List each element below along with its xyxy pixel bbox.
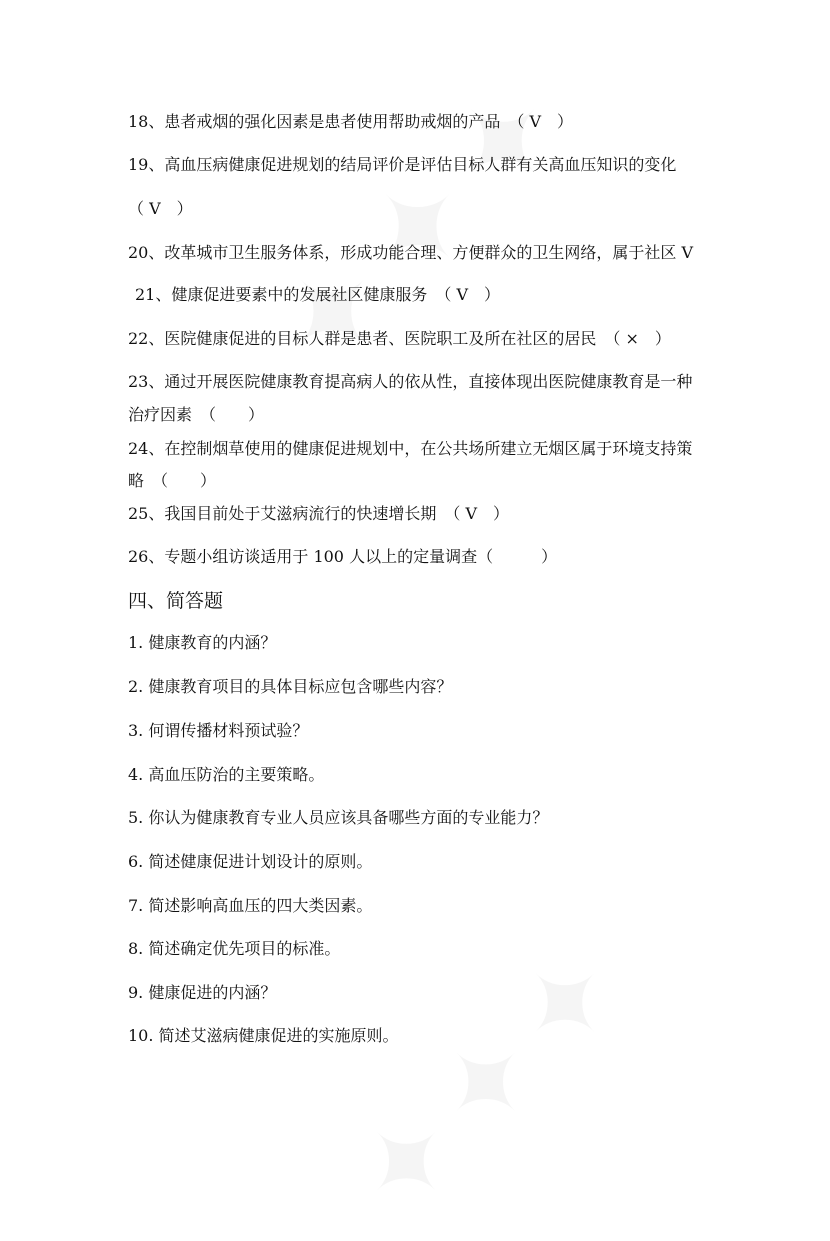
short-answer-6: 6. 简述健康促进计划设计的原则。 [128,852,373,871]
question-23-cont: 治疗因素 （ ） [128,405,265,424]
short-answer-7: 7. 简述影响高血压的四大类因素。 [128,896,373,915]
short-answer-2: 2. 健康教育项目的具体目标应包含哪些内容？ [128,677,453,696]
short-answer-4: 4. 高血压防治的主要策略。 [128,765,325,784]
short-answer-9: 9. 健康促进的内涵？ [128,983,277,1002]
watermark [330,912,658,1240]
short-answer-3: 3. 何谓传播材料预试验？ [128,721,309,740]
short-answer-10: 10. 简述艾滋病健康促进的实施原则。 [128,1026,399,1045]
question-20: 20、改革城市卫生服务体系，形成功能合理、方便群众的卫生网络，属于社区 V [128,243,694,262]
question-18: 18、患者戒烟的强化因素是患者使用帮助戒烟的产品 （ V ） [128,112,574,131]
question-23: 23、通过开展医院健康教育提高病人的依从性，直接体现出医院健康教育是一种 [128,372,693,391]
question-19-answer: （ V ） [128,199,193,218]
question-24-cont: 略 （ ） [128,471,217,490]
section-title: 四、简答题 [128,590,224,612]
question-19: 19、高血压病健康促进规划的结局评价是评估目标人群有关高血压知识的变化 [128,155,677,174]
question-21: 21、健康促进要素中的发展社区健康服务 （ V ） [135,285,501,304]
short-answer-8: 8. 简述确定优先项目的标准。 [128,939,341,958]
short-answer-1: 1. 健康教育的内涵？ [128,633,277,652]
question-25: 25、我国目前处于艾滋病流行的快速增长期 （ V ） [128,504,510,523]
question-22: 22、医院健康促进的目标人群是患者、医院职工及所在社区的居民 （ × ） [128,329,671,348]
short-answer-5: 5. 你认为健康教育专业人员应该具备哪些方面的专业能力？ [128,808,549,827]
question-26: 26、专题小组访谈适用于 100 人以上的定量调查（ ） [128,547,558,566]
question-24: 24、在控制烟草使用的健康促进规划中，在公共场所建立无烟区属于环境支持策 [128,439,693,458]
